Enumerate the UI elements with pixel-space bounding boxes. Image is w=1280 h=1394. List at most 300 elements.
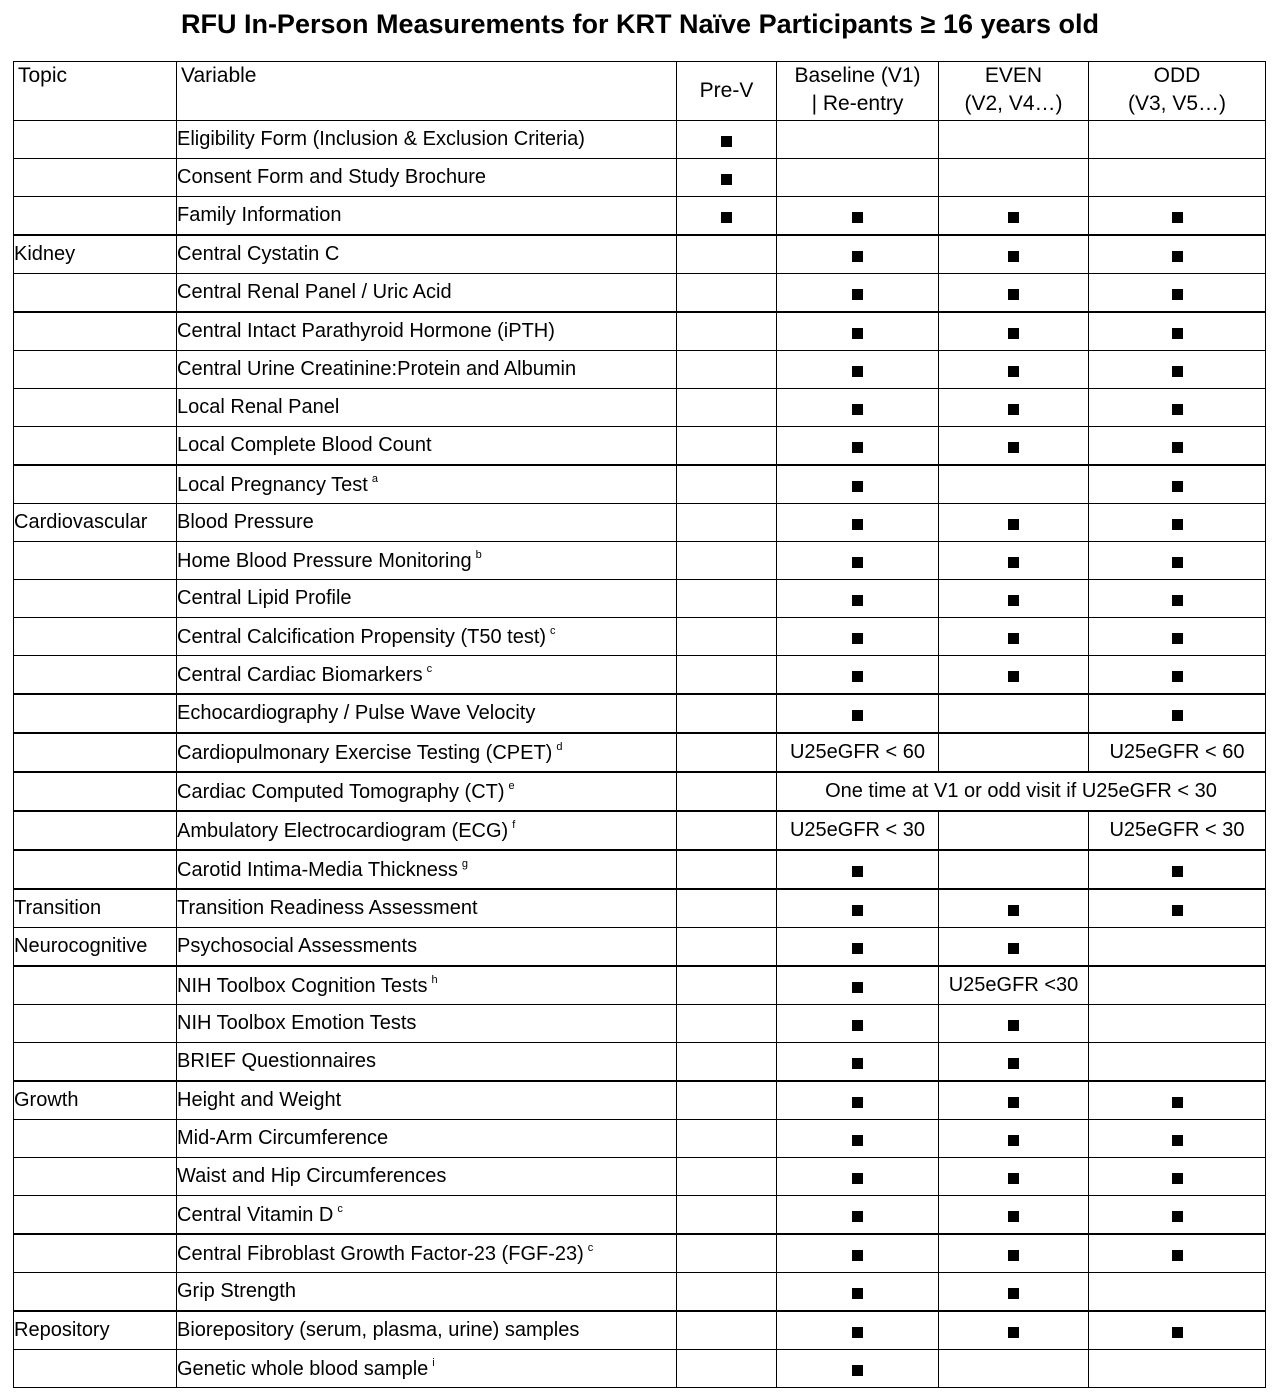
filled-square-marker: [1008, 212, 1019, 223]
pre-v-cell: [677, 1273, 777, 1312]
filled-square-marker: [1172, 633, 1183, 644]
table-row: [14, 389, 1266, 427]
variable-cell: [177, 656, 677, 695]
even-cell: [939, 274, 1089, 313]
filled-square-marker: [1008, 1020, 1019, 1031]
filled-square-marker: [1008, 633, 1019, 644]
variable-cell: [177, 618, 677, 656]
even-cell: [939, 1120, 1089, 1158]
even-cell: [939, 504, 1089, 542]
header-pre-v: Pre-V: [677, 62, 777, 121]
baseline-cell: [777, 1311, 939, 1350]
filled-square-marker: [1172, 1173, 1183, 1184]
variable-cell: [177, 1005, 677, 1043]
variable-cell: [177, 1311, 677, 1350]
filled-square-marker: [1008, 442, 1019, 453]
pre-v-cell: [677, 1081, 777, 1120]
footnote-marker: g: [461, 857, 468, 870]
variable-cell: [177, 580, 677, 618]
pre-v-cell: [677, 235, 777, 274]
variable-label: Carotid Intima-Media Thickness: [177, 858, 458, 881]
pre-v-cell: [677, 274, 777, 313]
odd-cell: [1089, 580, 1266, 618]
filled-square-marker: [852, 1250, 863, 1261]
variable-label: Local Renal Panel: [177, 396, 340, 418]
table-body: [14, 121, 1266, 1388]
table-row: [14, 197, 1266, 236]
even-cell: [939, 1081, 1089, 1120]
table-row: [14, 1005, 1266, 1043]
baseline-cell: [777, 389, 939, 427]
table-row: [14, 1081, 1266, 1120]
baseline-cell: [777, 274, 939, 313]
filled-square-marker: [1008, 1173, 1019, 1184]
table-row: [14, 1273, 1266, 1312]
variable-cell: [177, 351, 677, 389]
filled-square-marker: [852, 1020, 863, 1031]
variable-cell: [177, 1196, 677, 1235]
variable-cell: [177, 542, 677, 580]
pre-v-cell: [677, 427, 777, 466]
variable-label: Blood Pressure: [177, 511, 314, 533]
topic-cell: [14, 811, 177, 850]
footnote-marker: h: [431, 973, 438, 986]
variable-label: Ambulatory Electrocardiogram (ECG): [177, 819, 509, 842]
variable-cell: [177, 159, 677, 197]
variable-cell: [177, 197, 677, 236]
filled-square-marker: [1008, 1250, 1019, 1261]
topic-cell: Transition: [14, 889, 177, 928]
topic-cell: [14, 542, 177, 580]
variable-cell: [177, 889, 677, 928]
measurements-table: [13, 61, 1266, 1388]
variable-label: Cardiopulmonary Exercise Testing (CPET): [177, 741, 553, 764]
odd-cell: [1089, 966, 1266, 1005]
header-topic: Topic: [14, 62, 177, 121]
filled-square-marker: [1008, 251, 1019, 262]
table-row: [14, 465, 1266, 504]
topic-cell: Repository: [14, 1311, 177, 1350]
footnote-marker: a: [371, 472, 378, 485]
topic-cell: [14, 121, 177, 159]
filled-square-marker: [1008, 328, 1019, 339]
odd-cell: [1089, 1311, 1266, 1350]
baseline-cell: [777, 159, 939, 197]
variable-label: Central Calcification Propensity (T50 test): [177, 625, 547, 648]
even-cell: U25eGFR <30: [939, 966, 1089, 1005]
topic-cell: [14, 1005, 177, 1043]
odd-cell: [1089, 656, 1266, 695]
topic-cell: [14, 618, 177, 656]
filled-square-marker: [1172, 595, 1183, 606]
filled-square-marker: [1172, 905, 1183, 916]
baseline-cell: U25eGFR < 30: [777, 811, 939, 850]
variable-label: Height and Weight: [177, 1089, 342, 1111]
odd-cell: [1089, 312, 1266, 351]
filled-square-marker: [852, 710, 863, 721]
baseline-cell: [777, 504, 939, 542]
filled-square-marker: [852, 519, 863, 530]
table-row: [14, 1234, 1266, 1273]
odd-cell: [1089, 1120, 1266, 1158]
pre-v-cell: [677, 197, 777, 236]
header-odd-line2: (V3, V5…): [1127, 92, 1227, 115]
filled-square-marker: [721, 212, 732, 223]
even-cell: [939, 1311, 1089, 1350]
filled-square-marker: [1172, 404, 1183, 415]
table-row: [14, 504, 1266, 542]
variable-cell: [177, 1158, 677, 1196]
pre-v-cell: [677, 1120, 777, 1158]
table-header: [14, 62, 1266, 121]
filled-square-marker: [1172, 289, 1183, 300]
footnote-marker: c: [587, 1241, 594, 1254]
baseline-cell: [777, 656, 939, 695]
odd-cell: [1089, 121, 1266, 159]
variable-label: Home Blood Pressure Monitoring: [177, 549, 472, 572]
pre-v-cell: [677, 504, 777, 542]
header-odd-line1: ODD: [1153, 64, 1201, 87]
header-odd: [1089, 62, 1266, 121]
variable-cell: [177, 235, 677, 274]
odd-cell: [1089, 1081, 1266, 1120]
baseline-cell: [777, 966, 939, 1005]
topic-cell: [14, 159, 177, 197]
even-cell: [939, 694, 1089, 733]
variable-label: Central Cystatin C: [177, 243, 340, 265]
baseline-cell: [777, 542, 939, 580]
table-row: [14, 1158, 1266, 1196]
even-cell: [939, 427, 1089, 466]
variable-cell: [177, 389, 677, 427]
pre-v-cell: [677, 1005, 777, 1043]
even-cell: [939, 928, 1089, 967]
filled-square-marker: [852, 366, 863, 377]
baseline-cell: [777, 580, 939, 618]
variable-label: Central Cardiac Biomarkers: [177, 663, 423, 686]
variable-label: Transition Readiness Assessment: [177, 897, 478, 919]
topic-cell: [14, 1350, 177, 1388]
filled-square-marker: [1008, 1211, 1019, 1222]
even-cell: [939, 542, 1089, 580]
pre-v-cell: [677, 889, 777, 928]
header-baseline-line1: Baseline (V1): [794, 64, 921, 87]
odd-cell: [1089, 504, 1266, 542]
table-row: [14, 274, 1266, 313]
spanning-note-cell: One time at V1 or odd visit if U25eGFR < 30: [777, 772, 1266, 811]
filled-square-marker: [852, 404, 863, 415]
pre-v-cell: [677, 618, 777, 656]
variable-label: Grip Strength: [177, 1280, 296, 1302]
topic-cell: Neurocognitive: [14, 928, 177, 967]
variable-label: NIH Toolbox Cognition Tests: [177, 974, 428, 997]
topic-cell: [14, 772, 177, 811]
pre-v-cell: [677, 811, 777, 850]
odd-cell: [1089, 1196, 1266, 1235]
even-cell: [939, 1350, 1089, 1388]
pre-v-cell: [677, 1311, 777, 1350]
even-cell: [939, 1234, 1089, 1273]
baseline-cell: U25eGFR < 60: [777, 733, 939, 772]
filled-square-marker: [852, 442, 863, 453]
filled-square-marker: [1008, 943, 1019, 954]
filled-square-marker: [1172, 557, 1183, 568]
variable-cell: [177, 966, 677, 1005]
variable-label: Central Intact Parathyroid Hormone (iPTH): [177, 320, 555, 342]
even-cell: [939, 121, 1089, 159]
header-baseline: [777, 62, 939, 121]
baseline-cell: [777, 1005, 939, 1043]
odd-cell: [1089, 542, 1266, 580]
baseline-cell: [777, 889, 939, 928]
variable-label: Biorepository (serum, plasma, urine) samples: [177, 1319, 580, 1341]
topic-cell: [14, 1158, 177, 1196]
filled-square-marker: [852, 481, 863, 492]
table-row: [14, 889, 1266, 928]
variable-label: Consent Form and Study Brochure: [177, 166, 487, 188]
filled-square-marker: [852, 982, 863, 993]
odd-cell: [1089, 694, 1266, 733]
odd-cell: [1089, 1234, 1266, 1273]
pre-v-cell: [677, 351, 777, 389]
odd-cell: [1089, 618, 1266, 656]
filled-square-marker: [1008, 404, 1019, 415]
table-row: [14, 733, 1266, 772]
filled-square-marker: [852, 251, 863, 262]
header-row: [14, 62, 1266, 121]
filled-square-marker: [852, 866, 863, 877]
pre-v-cell: [677, 580, 777, 618]
table-row: [14, 1311, 1266, 1350]
table-row: [14, 1043, 1266, 1082]
filled-square-marker: [1172, 442, 1183, 453]
even-cell: [939, 618, 1089, 656]
variable-cell: [177, 1081, 677, 1120]
filled-square-marker: [721, 136, 732, 147]
odd-cell: [1089, 928, 1266, 967]
filled-square-marker: [1172, 519, 1183, 530]
filled-square-marker: [1008, 1097, 1019, 1108]
pre-v-cell: [677, 694, 777, 733]
odd-cell: [1089, 389, 1266, 427]
topic-cell: [14, 1273, 177, 1312]
even-cell: [939, 465, 1089, 504]
filled-square-marker: [1008, 1288, 1019, 1299]
filled-square-marker: [852, 212, 863, 223]
baseline-cell: [777, 1273, 939, 1312]
header-baseline-line2: | Re-entry: [811, 92, 904, 115]
topic-cell: [14, 274, 177, 313]
topic-cell: [14, 1120, 177, 1158]
topic-cell: [14, 580, 177, 618]
even-cell: [939, 389, 1089, 427]
baseline-cell: [777, 928, 939, 967]
pre-v-cell: [677, 465, 777, 504]
filled-square-marker: [1172, 251, 1183, 262]
filled-square-marker: [852, 1058, 863, 1069]
pre-v-cell: [677, 1234, 777, 1273]
variable-cell: [177, 1273, 677, 1312]
baseline-cell: [777, 850, 939, 889]
table-row: [14, 312, 1266, 351]
odd-cell: [1089, 465, 1266, 504]
baseline-cell: [777, 1120, 939, 1158]
baseline-cell: [777, 1081, 939, 1120]
baseline-cell: [777, 465, 939, 504]
table-row: [14, 1120, 1266, 1158]
variable-label: Central Fibroblast Growth Factor-23 (FGF-23): [177, 1242, 584, 1265]
variable-cell: [177, 1234, 677, 1273]
filled-square-marker: [1008, 595, 1019, 606]
pre-v-cell: [677, 1350, 777, 1388]
topic-cell: [14, 1043, 177, 1082]
variable-cell: [177, 504, 677, 542]
variable-cell: [177, 1350, 677, 1388]
table-row: [14, 351, 1266, 389]
pre-v-cell: [677, 966, 777, 1005]
variable-label: Central Urine Creatinine:Protein and Albumin: [177, 358, 577, 380]
table-row: [14, 1196, 1266, 1235]
odd-cell: [1089, 351, 1266, 389]
odd-cell: [1089, 235, 1266, 274]
header-variable: Variable: [177, 62, 677, 121]
pre-v-cell: [677, 121, 777, 159]
table-row: [14, 121, 1266, 159]
filled-square-marker: [852, 1097, 863, 1108]
even-cell: [939, 197, 1089, 236]
table-row: [14, 928, 1266, 967]
filled-square-marker: [1172, 1135, 1183, 1146]
variable-cell: [177, 465, 677, 504]
header-even-line1: EVEN: [984, 64, 1043, 87]
odd-cell: [1089, 1158, 1266, 1196]
variable-cell: [177, 694, 677, 733]
variable-label: Mid-Arm Circumference: [177, 1127, 389, 1149]
filled-square-marker: [852, 1365, 863, 1376]
table-row: [14, 694, 1266, 733]
baseline-cell: [777, 312, 939, 351]
even-cell: [939, 312, 1089, 351]
table-row: [14, 656, 1266, 695]
table-row: [14, 1350, 1266, 1388]
even-cell: [939, 580, 1089, 618]
variable-label: Cardiac Computed Tomography (CT): [177, 780, 505, 803]
pre-v-cell: [677, 1196, 777, 1235]
filled-square-marker: [852, 1211, 863, 1222]
baseline-cell: [777, 351, 939, 389]
topic-cell: [14, 694, 177, 733]
filled-square-marker: [852, 557, 863, 568]
baseline-cell: [777, 1350, 939, 1388]
filled-square-marker: [1172, 1327, 1183, 1338]
variable-label: Psychosocial Assessments: [177, 935, 418, 957]
baseline-cell: [777, 618, 939, 656]
filled-square-marker: [1008, 1058, 1019, 1069]
table-row: [14, 966, 1266, 1005]
footnote-marker: c: [550, 624, 556, 637]
variable-label: Echocardiography / Pulse Wave Velocity: [177, 702, 536, 724]
even-cell: [939, 1273, 1089, 1312]
topic-cell: [14, 1196, 177, 1235]
filled-square-marker: [1172, 671, 1183, 682]
even-cell: [939, 1043, 1089, 1082]
odd-cell: U25eGFR < 30: [1089, 811, 1266, 850]
variable-label: NIH Toolbox Emotion Tests: [177, 1012, 417, 1034]
pre-v-cell: [677, 1043, 777, 1082]
topic-cell: [14, 850, 177, 889]
topic-cell: [14, 1234, 177, 1273]
baseline-cell: [777, 427, 939, 466]
odd-cell: [1089, 850, 1266, 889]
table-row: [14, 618, 1266, 656]
topic-cell: [14, 656, 177, 695]
variable-cell: [177, 928, 677, 967]
odd-cell: [1089, 1350, 1266, 1388]
filled-square-marker: [1172, 1097, 1183, 1108]
filled-square-marker: [1172, 1250, 1183, 1261]
even-cell: [939, 351, 1089, 389]
footnote-marker: b: [475, 548, 482, 561]
filled-square-marker: [1008, 289, 1019, 300]
pre-v-cell: [677, 656, 777, 695]
footnote-marker: c: [426, 662, 433, 675]
page-title: RFU In-Person Measurements for KRT Naïve Participants ≥ 16 years old: [180, 9, 1100, 39]
pre-v-cell: [677, 772, 777, 811]
baseline-cell: [777, 1234, 939, 1273]
variable-cell: [177, 121, 677, 159]
table-row: [14, 235, 1266, 274]
variable-cell: [177, 772, 677, 811]
variable-label: Eligibility Form (Inclusion & Exclusion Criteria): [177, 128, 585, 150]
variable-label: Local Complete Blood Count: [177, 434, 432, 456]
variable-cell: [177, 274, 677, 313]
even-cell: [939, 1196, 1089, 1235]
variable-label: BRIEF Questionnaires: [177, 1050, 376, 1072]
filled-square-marker: [1008, 905, 1019, 916]
filled-square-marker: [1172, 366, 1183, 377]
filled-square-marker: [1172, 328, 1183, 339]
header-even: [939, 62, 1089, 121]
variable-cell: [177, 312, 677, 351]
odd-cell: U25eGFR < 60: [1089, 733, 1266, 772]
even-cell: [939, 850, 1089, 889]
variable-label: Genetic whole blood sample: [177, 1357, 429, 1380]
baseline-cell: [777, 197, 939, 236]
filled-square-marker: [852, 1135, 863, 1146]
topic-cell: Cardiovascular: [14, 504, 177, 542]
pre-v-cell: [677, 312, 777, 351]
filled-square-marker: [852, 1173, 863, 1184]
variable-label: Family Information: [177, 204, 342, 226]
filled-square-marker: [1008, 1135, 1019, 1146]
filled-square-marker: [721, 174, 732, 185]
baseline-cell: [777, 694, 939, 733]
even-cell: [939, 656, 1089, 695]
table-row: [14, 427, 1266, 466]
odd-cell: [1089, 1005, 1266, 1043]
table-row: [14, 580, 1266, 618]
topic-cell: Growth: [14, 1081, 177, 1120]
even-cell: [939, 1005, 1089, 1043]
filled-square-marker: [1172, 1211, 1183, 1222]
pre-v-cell: [677, 1158, 777, 1196]
topic-cell: [14, 351, 177, 389]
header-even-line2: (V2, V4…): [964, 92, 1063, 115]
filled-square-marker: [852, 1327, 863, 1338]
filled-square-marker: [1008, 366, 1019, 377]
topic-cell: [14, 389, 177, 427]
even-cell: [939, 159, 1089, 197]
